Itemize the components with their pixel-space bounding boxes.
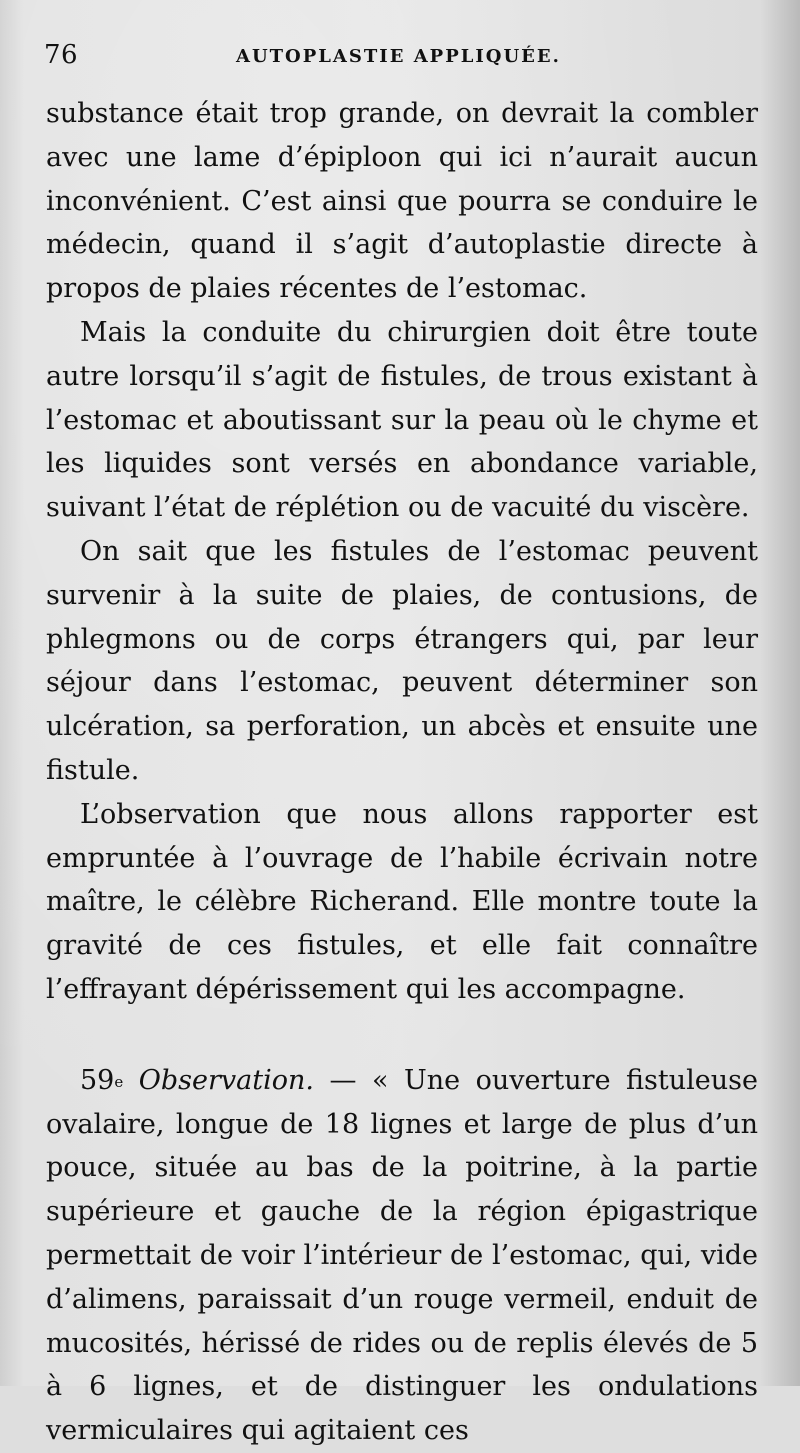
observation-number-superscript: e [114,1072,124,1091]
observation-number [80,1065,123,1096]
body-text [46,92,758,1453]
paragraph-3: On sait que les fistules de l’estomac peuvent survenir à la suite de plaies, de contusions, de phlegmons ou de corps étrangers qui, par leur séjour dans l’estomac, peuvent déterminer son ulcération, sa perforation, un abcès et ensuite une fistule. [46,535,758,786]
paragraph-1: substance était trop grande, on devrait la combler avec une lame d’épiploon qui ici n’aurait aucun inconvénient. C’est ainsi que pourra se conduire le médecin, quand il s’agit d’autoplastie directe à propos de plaies récentes de l’estomac. [46,98,758,305]
page-number: 76 [44,40,79,70]
observation-text: Une ouverture fistuleuse ovalaire, longue de 18 lignes et large de plus d’un pouce, située au bas de la poitrine, à la partie supérieure et gauche de la région épigastrique permettait de voir l’intérieur de l’estomac, qui, vide d’alimens, paraissait d’un rouge vermeil, enduit de mucosités, hérissé de rides ou de replis élevés de 5 à 6 lignes, et de distinguer les ondulations vermiculaires qui agitaient ces [46,1064,758,1447]
observation-paragraph [46,1059,758,1453]
paragraph-4: L’observation que nous allons rapporter est empruntée à l’ouvrage de l’habile écrivain notre maître, le célèbre Richerand. Elle montre toute la gravité de ces fistules, et elle fait connaître l’effrayant dépérissement qui les accompagne. [46,798,758,1005]
observation-dash: — « [313,1064,405,1096]
page-header [44,36,756,76]
paragraph-2: Mais la conduite du chirurgien doit être toute autre lorsqu’il s’agit de fistules, de trous existant à l’estomac et aboutissant sur la peau où le chyme et les liquides sont versés en abondance variable, suivant l’état de réplétion ou de vacuité du viscère. [46,316,758,524]
running-title: AUTOPLASTIE APPLIQUÉE. [236,46,561,67]
observation-number-value: 59 [80,1064,115,1096]
section-gap [46,1012,758,1059]
observation-label: Observation. [138,1064,314,1096]
